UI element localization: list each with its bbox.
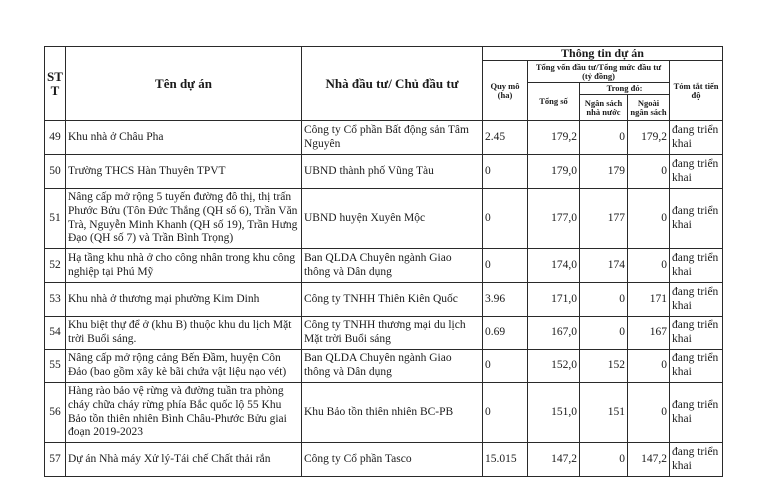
cell-investor: UBND thành phố Vũng Tàu [302,155,483,189]
header-capital-group: Tổng vốn đầu tư/Tổng mức đầu tư (tỷ đồng) [528,61,670,83]
cell-state-budget: 0 [580,443,628,477]
header-state-budget: Ngân sách nhà nước [580,95,628,121]
cell-name: Khu nhà ở Châu Pha [66,121,302,155]
header-stt: STT [45,47,66,121]
cell-state-budget: 179 [580,155,628,189]
cell-non-state: 179,2 [628,121,670,155]
cell-state-budget: 0 [580,283,628,317]
cell-scale: 0 [483,189,528,249]
cell-progress: đang triển khai [670,249,723,283]
cell-name: Khu biệt thự để ở (khu B) thuộc khu du lịch Mặt trời Buổi sáng. [66,317,302,350]
cell-non-state: 0 [628,350,670,383]
table-row [45,189,723,249]
cell-non-state: 0 [628,189,670,249]
cell-name: Hạ tầng khu nhà ở cho công nhân trong khu công nghiệp tại Phú Mỹ [66,249,302,283]
header-investor: Nhà đầu tư/ Chủ đầu tư [302,47,483,121]
cell-name: Nâng cấp mở rộng 5 tuyến đường đô thị, thị trấn Phước Bửu (Tôn Đức Thắng (QH số 6), Trần Văn Trà, Nguyễn Minh Khanh (QH số 19), Trần Hưng Đạo (QH số 7) và Trần Bình Trọng) [66,189,302,249]
cell-state-budget: 151 [580,383,628,443]
cell-stt: 51 [45,189,66,249]
cell-total: 179,2 [528,121,580,155]
cell-name: Khu nhà ở thương mại phường Kim Dinh [66,283,302,317]
cell-scale: 0.69 [483,317,528,350]
cell-state-budget: 0 [580,317,628,350]
cell-state-budget: 177 [580,189,628,249]
table-row [45,317,723,350]
cell-non-state: 171 [628,283,670,317]
cell-stt: 52 [45,249,66,283]
cell-total: 147,2 [528,443,580,477]
cell-state-budget: 0 [580,121,628,155]
cell-progress: đang triển khai [670,383,723,443]
cell-non-state: 0 [628,249,670,283]
table-row [45,155,723,189]
table-row [45,350,723,383]
cell-progress: đang triển khai [670,283,723,317]
cell-total: 171,0 [528,283,580,317]
cell-investor: Công ty TNHH thương mại du lịch Mặt trời Buổi sáng [302,317,483,350]
cell-investor: Khu Bảo tồn thiên nhiên BC-PB [302,383,483,443]
cell-total: 151,0 [528,383,580,443]
cell-name: Dự án Nhà máy Xử lý-Tái chế Chất thải rắn [66,443,302,477]
cell-progress: đang triển khai [670,155,723,189]
header-total: Tổng số [528,83,580,121]
cell-non-state: 147,2 [628,443,670,477]
cell-scale: 0 [483,383,528,443]
cell-progress: đang triển khai [670,317,723,350]
table-row [45,283,723,317]
cell-state-budget: 174 [580,249,628,283]
table-row [45,121,723,155]
cell-stt: 54 [45,317,66,350]
cell-name: Nâng cấp mở rộng cảng Bến Đầm, huyện Côn Đảo (bao gồm xây kè bãi chứa vật liệu nạo vét) [66,350,302,383]
header-name: Tên dự án [66,47,302,121]
cell-state-budget: 152 [580,350,628,383]
cell-stt: 50 [45,155,66,189]
cell-non-state: 167 [628,317,670,350]
cell-progress: đang triển khai [670,350,723,383]
cell-progress: đang triển khai [670,189,723,249]
cell-total: 167,0 [528,317,580,350]
cell-investor: Ban QLDA Chuyên ngành Giao thông và Dân dụng [302,350,483,383]
header-info-group: Thông tin dự án [483,47,723,61]
cell-stt: 57 [45,443,66,477]
cell-investor: Công ty Cổ phần Bất động sản Tâm Nguyên [302,121,483,155]
cell-non-state: 0 [628,155,670,189]
cell-progress: đang triển khai [670,443,723,477]
cell-investor: Ban QLDA Chuyên ngành Giao thông và Dân dụng [302,249,483,283]
table-row [45,383,723,443]
header-scale: Quy mô (ha) [483,61,528,121]
cell-scale: 3.96 [483,283,528,317]
cell-scale: 0 [483,249,528,283]
cell-total: 152,0 [528,350,580,383]
cell-progress: đang triển khai [670,121,723,155]
cell-stt: 53 [45,283,66,317]
header-non-state: Ngoài ngân sách [628,95,670,121]
cell-scale: 15.015 [483,443,528,477]
cell-investor: UBND huyện Xuyên Mộc [302,189,483,249]
cell-investor: Công ty Cổ phần Tasco [302,443,483,477]
cell-investor: Công ty TNHH Thiên Kiên Quốc [302,283,483,317]
cell-scale: 0 [483,350,528,383]
table-row [45,443,723,477]
header-progress: Tóm tắt tiến độ [670,61,723,121]
cell-name: Trường THCS Hàn Thuyên TPVT [66,155,302,189]
header-within: Trong đó: [580,83,670,95]
table-row [45,249,723,283]
cell-scale: 0 [483,155,528,189]
project-table [44,46,723,477]
cell-stt: 55 [45,350,66,383]
cell-total: 177,0 [528,189,580,249]
cell-total: 174,0 [528,249,580,283]
cell-stt: 49 [45,121,66,155]
cell-name: Hàng rào bảo vệ rừng và đường tuần tra phòng cháy chữa cháy rừng phía Bắc quốc lộ 55 Khu Bảo tồn thiên nhiên Bình Châu-Phước Bửu giai đoạn 2019-2023 [66,383,302,443]
cell-non-state: 0 [628,383,670,443]
cell-stt: 56 [45,383,66,443]
cell-total: 179,0 [528,155,580,189]
cell-scale: 2.45 [483,121,528,155]
